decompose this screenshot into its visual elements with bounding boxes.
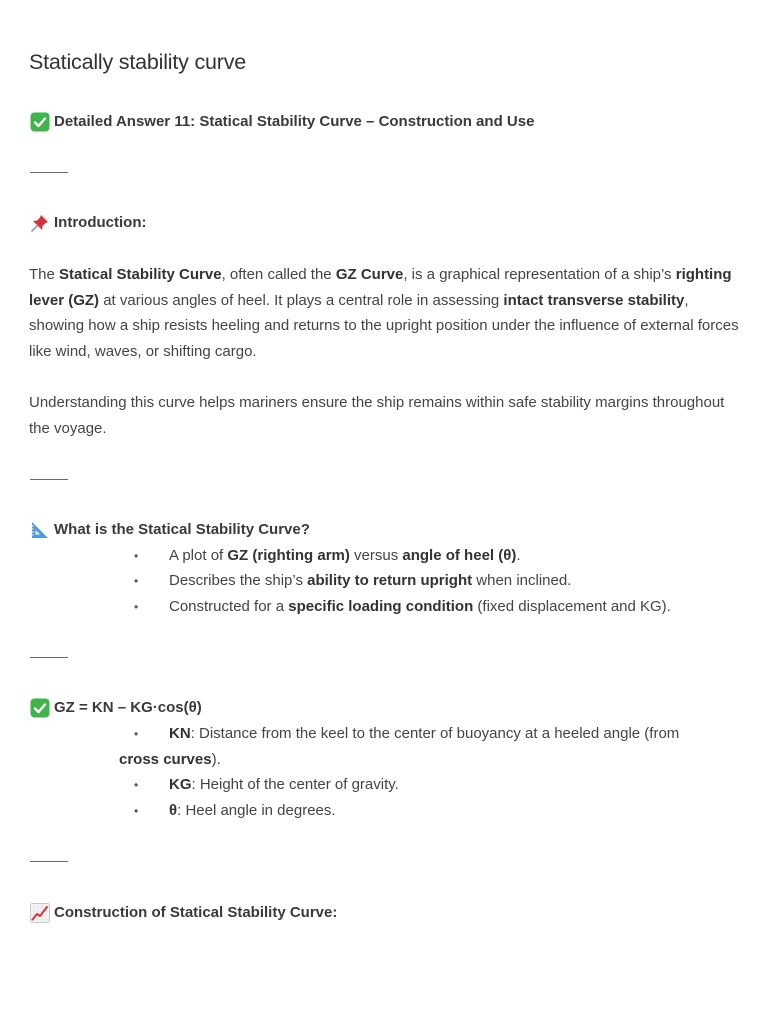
- list-item: KG: Height of the center of gravity.: [169, 776, 399, 793]
- check-mark-button-icon: [30, 112, 50, 132]
- check-mark-button-icon: [30, 698, 50, 718]
- understanding-paragraph: Understanding this curve helps mariners ensure the ship remains within safe stability margins throughout the voyage.: [29, 394, 725, 437]
- introduction-heading: [30, 213, 146, 233]
- divider: [30, 172, 68, 173]
- divider: [30, 861, 68, 862]
- construction-heading-text: Construction of Statical Stability Curve:: [54, 904, 338, 921]
- pushpin-icon: [30, 213, 50, 233]
- answer-heading-text: Detailed Answer 11: Statical Stability Curve – Construction and Use: [54, 113, 535, 130]
- bullet-dot-icon: •: [134, 549, 139, 563]
- formula-heading-text: GZ = KN – KG·cos(θ): [54, 699, 202, 716]
- page-title: Statically stability curve: [29, 50, 247, 74]
- list-item: Constructed for a specific loading condition (fixed displacement and KG).: [169, 598, 671, 615]
- bullet-dot-icon: •: [134, 778, 139, 792]
- triangular-ruler-icon: [30, 520, 50, 540]
- formula-heading: [30, 698, 202, 718]
- bullet-dot-icon: •: [134, 600, 139, 614]
- answer-heading: [30, 112, 534, 132]
- list-item: A plot of GZ (righting arm) versus angle of heel (θ).: [169, 547, 521, 564]
- list-item: θ: Heel angle in degrees.: [169, 802, 336, 819]
- divider: [30, 479, 68, 480]
- what-is-heading: [30, 520, 310, 540]
- what-is-heading-text: What is the Statical Stability Curve?: [54, 521, 310, 538]
- list-item: Describes the ship’s ability to return upright when inclined.: [169, 572, 572, 589]
- chart-increasing-icon: [30, 903, 50, 923]
- list-item: KN: Distance from the keel to the center of buoyancy at a heeled angle (from: [169, 725, 680, 742]
- introduction-heading-text: Introduction:: [54, 214, 147, 231]
- list-item-continuation: cross curves).: [119, 751, 221, 768]
- construction-heading: [30, 903, 337, 923]
- introduction-paragraph: The Statical Stability Curve, often called the GZ Curve, is a graphical representation of a ship’s righting lever (GZ) at various angles of heel. It plays a central role in assessing intact transverse stability, showing how a ship resists heeling and returns to the upright position under the influence of external forces like wind, waves, or shifting cargo.: [29, 266, 739, 360]
- bullet-dot-icon: •: [134, 804, 139, 818]
- bullet-dot-icon: •: [134, 574, 139, 588]
- bullet-dot-icon: •: [134, 727, 139, 741]
- divider: [30, 657, 68, 658]
